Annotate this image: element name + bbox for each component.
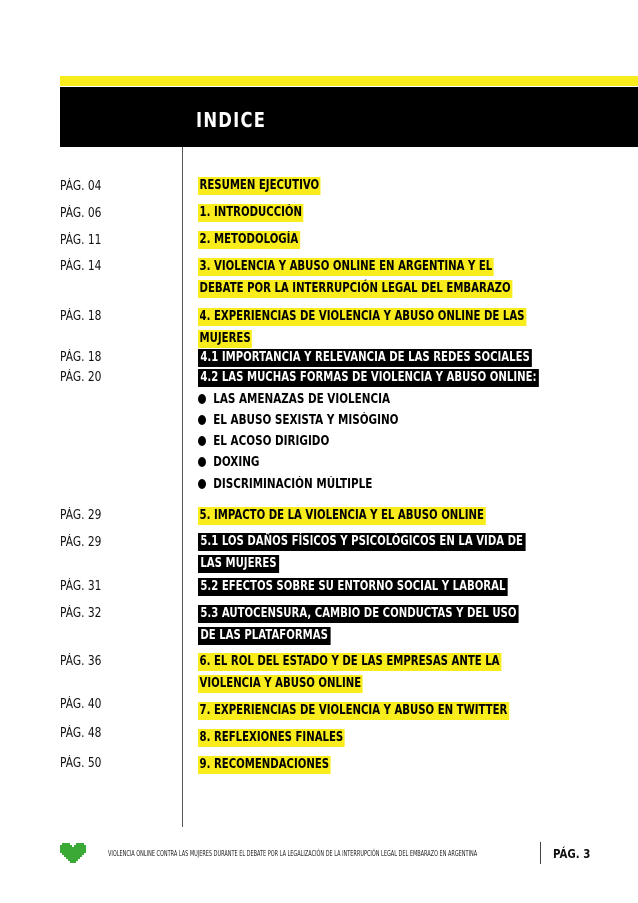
subitem-label: EL ABUSO SEXISTA Y MISÓGINO <box>213 413 399 428</box>
toc-entry-label: VIOLENCIA Y ABUSO ONLINE <box>199 676 362 691</box>
page-title: INDICE <box>196 108 267 132</box>
toc-entry-3[interactable] <box>198 256 512 300</box>
subitem-label: DOXING <box>213 455 260 470</box>
toc-entry-label: 5.3 AUTOCENSURA, CAMBIO DE CONDUCTAS Y DEL USO <box>198 605 519 623</box>
toc-entry-label: MUJERES <box>199 331 251 346</box>
toc-entry-7[interactable] <box>198 700 509 722</box>
bullet-dot-icon <box>198 394 206 404</box>
toc-entry-label: 9. RECOMENDACIONES <box>199 757 330 772</box>
page-number: PÁG. 36 <box>60 654 102 669</box>
footer-divider <box>540 842 541 864</box>
subitem-bullet <box>198 455 259 470</box>
page-number: PÁG. 14 <box>60 259 102 274</box>
page-number: PÁG. 18 <box>60 309 102 324</box>
page-number: PÁG. 20 <box>60 370 102 385</box>
subitem-label: LAS AMENAZAS DE VIOLENCIA <box>213 392 391 407</box>
toc-entry-label: DE LAS PLATAFORMAS <box>198 627 330 645</box>
page-number: PÁG. 29 <box>60 508 102 523</box>
header-band <box>60 87 638 147</box>
toc-entry-label: 2. METODOLOGÍA <box>199 232 299 247</box>
bullet-dot-icon <box>198 415 206 425</box>
toc-entry-9[interactable] <box>198 754 331 776</box>
toc-entry-5-1[interactable] <box>198 531 525 575</box>
page-number: PÁG. 04 <box>60 179 102 194</box>
subitem-label: DISCRIMINACIÓN MÚLTIPLE <box>213 477 373 492</box>
header-accent-bar <box>60 76 638 86</box>
page-number: PÁG. 31 <box>60 579 102 594</box>
toc-entry-label: 1. INTRODUCCIÓN <box>199 205 303 220</box>
footer-document-title: VIOLENCIA ONLINE CONTRA LAS MUJERES DURANTE EL DEBATE POR LA LEGALIZACIÓN DE LA INTERRUPCIÓN LEGAL DEL EMBARAZO EN ARGENTINA <box>108 849 478 858</box>
toc-entry-label: 4.2 LAS MUCHAS FORMAS DE VIOLENCIA Y ABUSO ONLINE: <box>198 369 539 387</box>
toc-entry-label: RESUMEN EJECUTIVO <box>199 178 320 193</box>
subitem-bullet <box>198 392 390 407</box>
page-number: PÁG. 18 <box>60 350 102 365</box>
footer-page-number: PÁG. 3 <box>553 847 591 861</box>
toc-entry-5-3[interactable] <box>198 603 519 647</box>
toc-entry-label: 6. EL ROL DEL ESTADO Y DE LAS EMPRESAS ANTE LA <box>199 654 500 669</box>
page-number: PÁG. 29 <box>60 535 102 550</box>
bullet-dot-icon <box>198 479 206 489</box>
page-number: PÁG. 32 <box>60 606 102 621</box>
subitem-bullet <box>198 413 399 428</box>
page-number: PÁG. 40 <box>60 697 102 712</box>
toc-entry-label: 3. VIOLENCIA Y ABUSO ONLINE EN ARGENTINA Y EL <box>199 259 493 274</box>
toc-entry-label: LAS MUJERES <box>198 555 279 573</box>
bullet-dot-icon <box>198 457 206 467</box>
toc-entry-5[interactable] <box>198 505 486 527</box>
page-number: PÁG. 48 <box>60 726 102 741</box>
heart-icon <box>60 843 86 869</box>
toc-entry-label: DEBATE POR LA INTERRUPCIÓN LEGAL DEL EMBARAZO <box>199 281 511 296</box>
toc-entry-2[interactable] <box>198 229 300 251</box>
toc-entry-6[interactable] <box>198 651 501 695</box>
toc-entry-label: 4.1 IMPORTANCIA Y RELEVANCIA DE LAS REDES SOCIALES <box>198 349 532 367</box>
toc-entry-4-1[interactable] <box>198 347 532 369</box>
toc-entry-4[interactable] <box>198 306 526 350</box>
page-number: PÁG. 50 <box>60 756 102 771</box>
toc-entry-label: 5.2 EFECTOS SOBRE SU ENTORNO SOCIAL Y LABORAL <box>198 578 508 596</box>
toc-entry-label: 5.1 LOS DAÑOS FÍSICOS Y PSICOLÓGICOS EN LA VIDA DE <box>198 533 525 551</box>
toc-entry-label: 8. REFLEXIONES FINALES <box>199 730 344 745</box>
toc-entry-label: 7. EXPERIENCIAS DE VIOLENCIA Y ABUSO EN TWITTER <box>199 703 508 718</box>
page-number: PÁG. 11 <box>60 233 102 248</box>
page-number: PÁG. 06 <box>60 206 102 221</box>
toc-entry-label: 5. IMPACTO DE LA VIOLENCIA Y EL ABUSO ONLINE <box>199 508 484 523</box>
subitem-bullet <box>198 477 372 492</box>
toc-entry-resumen[interactable] <box>198 175 321 197</box>
toc-entry-5-2[interactable] <box>198 576 508 598</box>
toc-entry-1[interactable] <box>198 202 304 224</box>
toc-entry-label: 4. EXPERIENCIAS DE VIOLENCIA Y ABUSO ONLINE DE LAS <box>199 309 525 324</box>
bullet-dot-icon <box>198 436 206 446</box>
subitem-bullet <box>198 434 329 449</box>
toc-entry-4-2[interactable] <box>198 367 539 389</box>
subitem-label: EL ACOSO DIRIGIDO <box>213 434 330 449</box>
toc-entry-8[interactable] <box>198 727 345 749</box>
column-divider <box>182 147 183 827</box>
